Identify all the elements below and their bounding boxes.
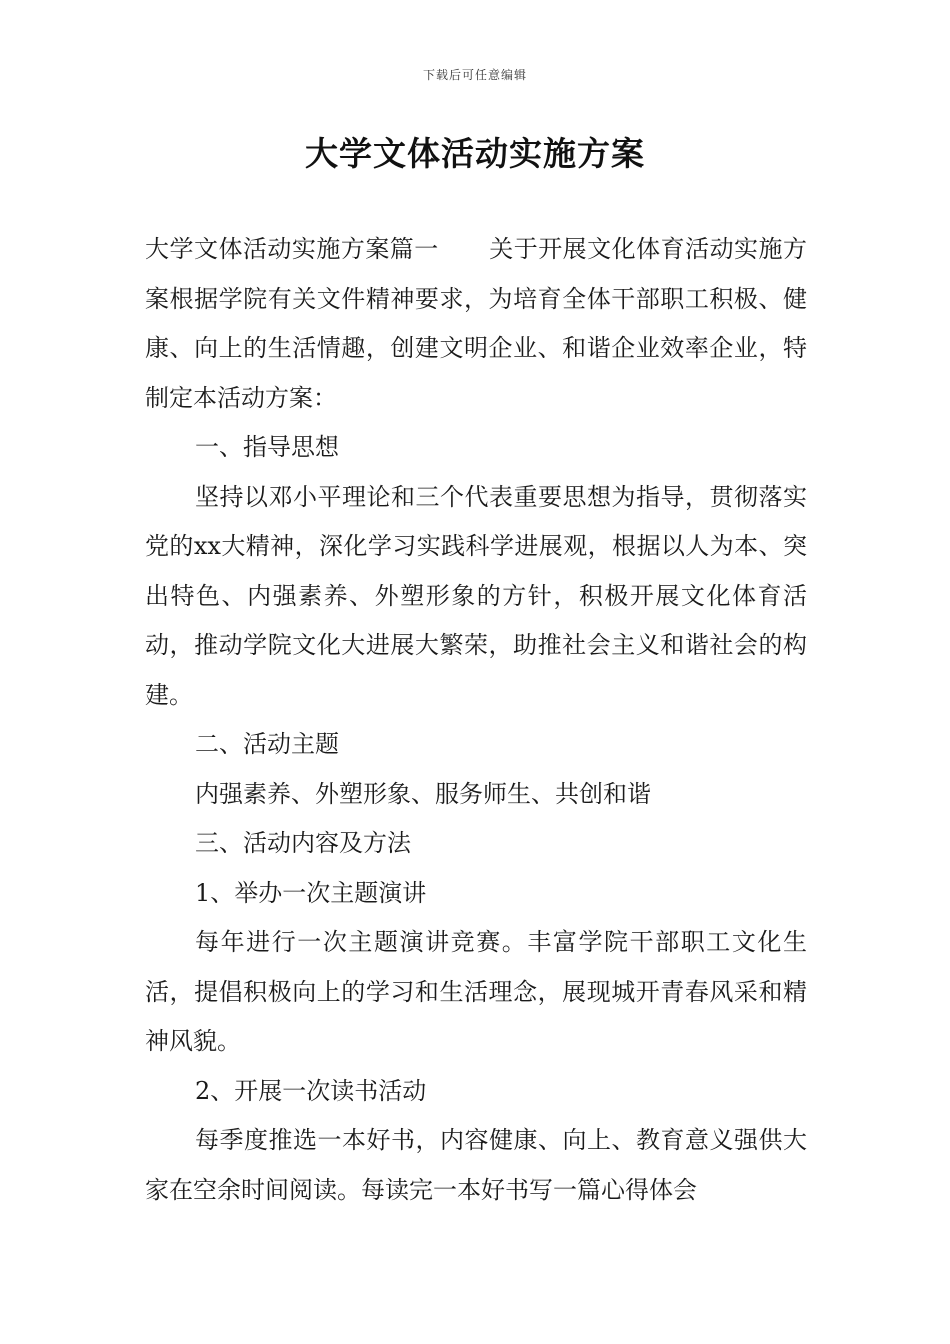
- intro-heading: 大学文体活动实施方案篇一: [145, 235, 439, 263]
- item-heading-reading: 2、开展一次读书活动: [195, 1076, 427, 1105]
- intro-text: 关于开展文化体育活动实施方案根据学院有关文件精神要求，为培育全体干部职工积极、健康、向上的生活情趣，创建文明企业、和谐企业效率企业，特制定本活动方案：: [145, 235, 808, 412]
- item-heading-speech: 1、举办一次主题演讲: [195, 878, 427, 907]
- paragraph-guiding-ideology: 坚持以邓小平理论和三个代表重要思想为指导，贯彻落实党的xx大精神，深化学习实践科学进展观，根据以人为本、突出特色、内强素养、外塑形象的方针，积极开展文化体育活动，推动学院文化大进展大繁荣，助推社会主义和谐社会的构建。: [145, 482, 807, 709]
- document-title: 大学文体活动实施方案: [305, 134, 645, 173]
- intro-paragraph: [145, 225, 807, 423]
- section-heading-activity-theme: 二、活动主题: [195, 730, 339, 758]
- paragraph-activity-theme: 内强素养、外塑形象、服务师生、共创和谐: [195, 779, 651, 808]
- section-heading-activity-content: 三、活动内容及方法: [195, 829, 411, 857]
- section-heading-guiding-ideology: 一、指导思想: [195, 433, 339, 461]
- page-header-note: 下载后可任意编辑: [422, 68, 527, 82]
- document-body: [145, 225, 807, 1215]
- paragraph-reading: 每季度推选一本好书，内容健康、向上、教育意义强供大家在空余时间阅读。每读完一本好书写一篇心得体会: [145, 1126, 807, 1204]
- paragraph-speech: 每年进行一次主题演讲竞赛。丰富学院干部职工文化生活，提倡积极向上的学习和生活理念，展现城开青春风采和精神风貌。: [145, 928, 807, 1055]
